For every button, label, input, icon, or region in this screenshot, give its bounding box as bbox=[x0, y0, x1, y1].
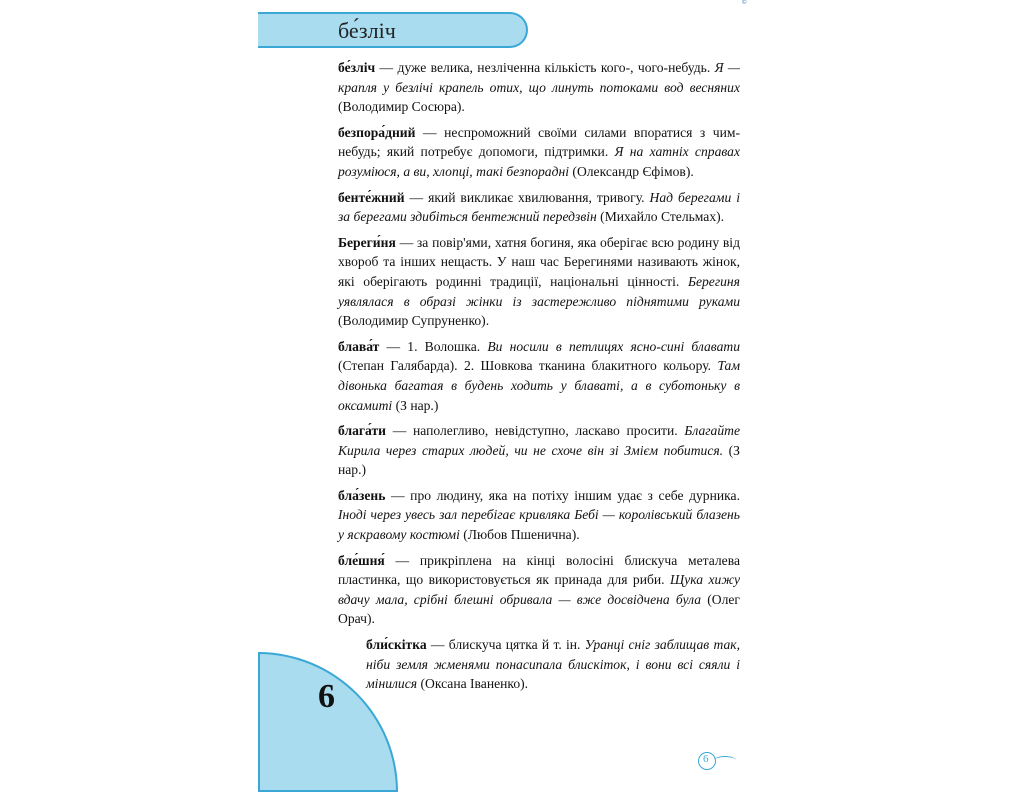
entry: бли́скітка — блискуча цятка й т. ін. Уранці сніг заблищав так, ніби земля жменями понасипала блискіток, і вони всі сяяли і мінилися (Оксана Іваненко). bbox=[366, 637, 740, 692]
entry: Береги́ня — за повір'ями, хатня богиня, яка оберігає всю родину від хвороб та інших нещасть. У наш час Берегинями називають жінок, які оберігають родинні традиції, національні цінності. Берегиня уявлялася в образі жінки із застережливо піднятими руками (Володимир Супруненко). bbox=[338, 234, 740, 329]
entry: безпора́дний — неспроможний своїми силами впоратися з чим-небудь; який потребує допомоги, підтримки. Я на хатніх справах розуміюся, а ви, хлопці, такі безпорадні (Олександр Єфімов). bbox=[338, 124, 740, 179]
entry: бе́зліч — дуже велика, незліченна кількість кого-, чого-небудь. Я — крапля у безлічі крапель отих, що линуть потоками вод весняних (Володимир Сосюра). bbox=[338, 60, 741, 115]
entry: бла́зень — про людину, яка на потіху іншим удає з себе дурника. Іноді через увесь зал перебігає кривляка Бебі — королівський блазень у яскравому костюмі (Любов Пшенична). bbox=[338, 487, 740, 543]
publisher-logo-icon: © bbox=[742, 0, 747, 6]
entry: блава́т — 1. Волошка. Ви носили в петлицях ясно-сині блавати (Степан Галябарда). 2. Шовкова тканина блакитного кольору. Там дівонька багатая в будень ходить у блаваті, а в суботоньку в оксамиті (З нар.) bbox=[338, 338, 741, 413]
entry: бенте́жний — який викликає хвилювання, тривогу. Над берегами і за берегами здибіться бентежний передзвін (Михайло Стельмах). bbox=[338, 189, 740, 225]
page-number-large: 6 bbox=[318, 678, 335, 715]
folio-swirl-icon bbox=[714, 756, 736, 765]
folio-number: 6 bbox=[703, 753, 709, 765]
entry: бле́шня́ — прикріплена на кінці волосіні блискуча металева пластинка, що використовується як принада для риби. Щука хижу вдачу мала, срібні блешні обривала — вже досвідчена була (Олег Орач). bbox=[338, 552, 741, 627]
header-word: бе́зліч bbox=[338, 18, 396, 43]
entry: блага́ти — наполегливо, невідступно, ласкаво просити. Благайте Кирила через старих людей, чи не схоче він зі Змієм побитися. (З нар.) bbox=[338, 423, 740, 478]
dictionary-entries bbox=[338, 58, 740, 700]
